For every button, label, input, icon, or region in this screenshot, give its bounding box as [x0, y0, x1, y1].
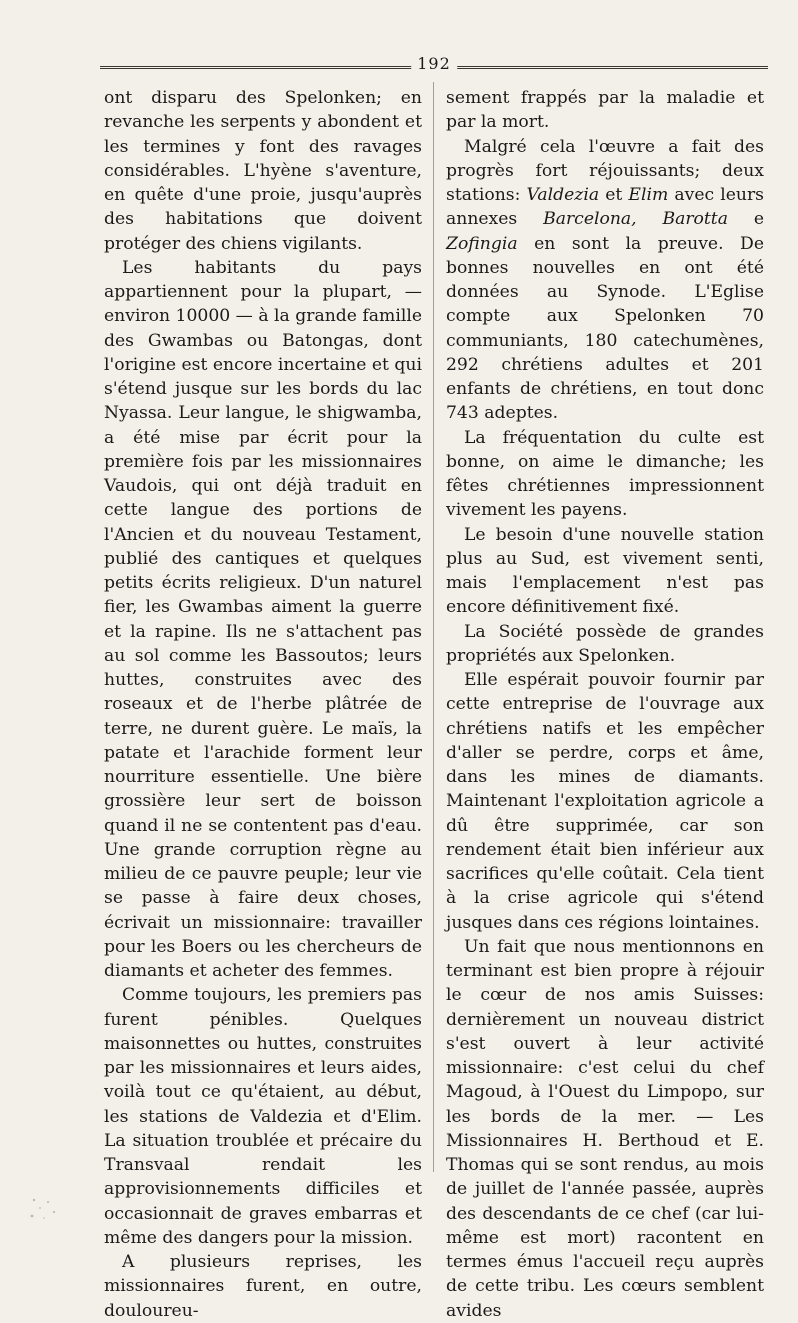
paragraph: sement frappés par la maladie et par la mort. — [446, 88, 764, 133]
paragraph: Un fait que nous mentionnons en terminant est bien propre à réjouir le cœur de nos amis Suisses: dernièrement un nouveau district s'est ouvert à leur activité missionnaire: c'est celui du chef Magoud, à l'Ouest du Limpopo, sur les bords de la mer. — Les Missionnaires H. Berthoud et E. Thomas qui se sont rendus, au mois de juillet de l'année passée, auprès des descendants de ce chef (car lui-même est mort) racontent en termes émus l'accueil reçu auprès de cette tribu. Les cœurs semblent avides — [446, 936, 764, 1321]
paragraph: Les habitants du pays appartiennent pour la plupart, — environ 10000 — à la grande famille des Gwambas ou Batongas, dont l'origine est encore incertaine et qui s'étend jusque sur les bords du lac Nyassa. Leur langue, le shigwamba, a été mise par écrit pour la première fois par les missionnaires Vaudois, qui ont déjà traduit en cette langue des portions de l'Ancien et du nouveau Testament, publié des cantiques et quelques petits écrits religieux. D'un naturel fier, les Gwambas aiment la guerre et la rapine. Ils ne s'attachent pas au sol comme les Bassoutos; leurs huttes, construites avec des roseaux et de l'herbe plâtrée de terre, ne durent guère. Le maïs, la patate et l'arachide forment leur nourriture essentielle. Une bière grossière leur sert de boisson quand il ne se contentent pas d'eau. Une grande corruption règne au milieu de ce pauvre peuple; leur vie se passe à faire deux choses, écrivait un missionnaire: travailler pour les Boers ou les chercheurs de diamants et acheter des femmes. — [104, 257, 422, 981]
station-name: Valdezia — [526, 185, 600, 205]
paragraph: A plusieurs reprises, les missionnaires furent, en outre, douloureu- — [104, 1252, 422, 1321]
station-name: Elim — [628, 185, 669, 205]
text-run: et — [599, 185, 629, 205]
text-run: e — [727, 209, 764, 230]
text-run: Malgré cela l'œuvre a fait des progrès fort réjouissants; deux stations: — [446, 136, 764, 205]
text-run: en sont la preuve. De bonnes nouvelles en ont été données au Synode. L'Eglise compte aux Spelonken 70 communiants, 180 catechumènes, 292 chrétiens adultes et 201 enfants de chrétiens, en tout donc 743 adeptes. — [446, 233, 764, 424]
left-column — [104, 86, 422, 1323]
paper-speckle — [26, 1190, 64, 1224]
paragraph: ont disparu des Spelonken; en revanche les serpents y abondent et les termines y font des ravages considérables. L'hyène s'aventure, en quête d'une proie, jusqu'auprès des habitations que doivent protéger des chiens vigilants. — [104, 88, 422, 254]
paragraph: La Société possède de grandes propriétés aux Spelonken. — [446, 621, 764, 666]
paragraph: La fréquentation du culte est bonne, on aime le dimanche; les fêtes chrétiennes impressionnent vivement les payens. — [446, 427, 764, 521]
paragraph — [446, 135, 764, 426]
paragraph: Le besoin d'une nouvelle station plus au Sud, est vivement senti, mais l'emplacement n'est pas encore définitivement fixé. — [446, 524, 764, 618]
text-run: avec leurs annexes — [446, 185, 764, 230]
annex-names: Barcelona, Barotta — [543, 209, 728, 230]
column-divider — [433, 82, 434, 1172]
header-rule — [100, 54, 768, 73]
right-column — [446, 86, 764, 1323]
paragraph: Elle espérait pouvoir fournir par cette entreprise de l'ouvrage aux chrétiens natifs et les empêcher d'aller se perdre, corps et âme, dans les mines de diamants. Maintenant l'exploitation agricole a dû être supprimée, car son rendement était bien inférieur aux sacrifices qu'elle coûtait. Cela tient à la crise agricole qui s'étend jusques dans ces régions lointaines. — [446, 670, 764, 933]
page-number: 192 — [411, 54, 457, 73]
paragraph: Comme toujours, les premiers pas furent pénibles. Quelques maisonnettes ou huttes, construites par les missionnaires et leurs aides, voilà tout ce qu'étaient, au début, les stations de Valdezia et d'Elim. La situation troublée et précaire du Transvaal rendait les approvisionnements difficiles et occasionnait de graves embarras et même des dangers pour la mission. — [104, 985, 422, 1248]
annex-name: Zofingia — [446, 233, 518, 254]
